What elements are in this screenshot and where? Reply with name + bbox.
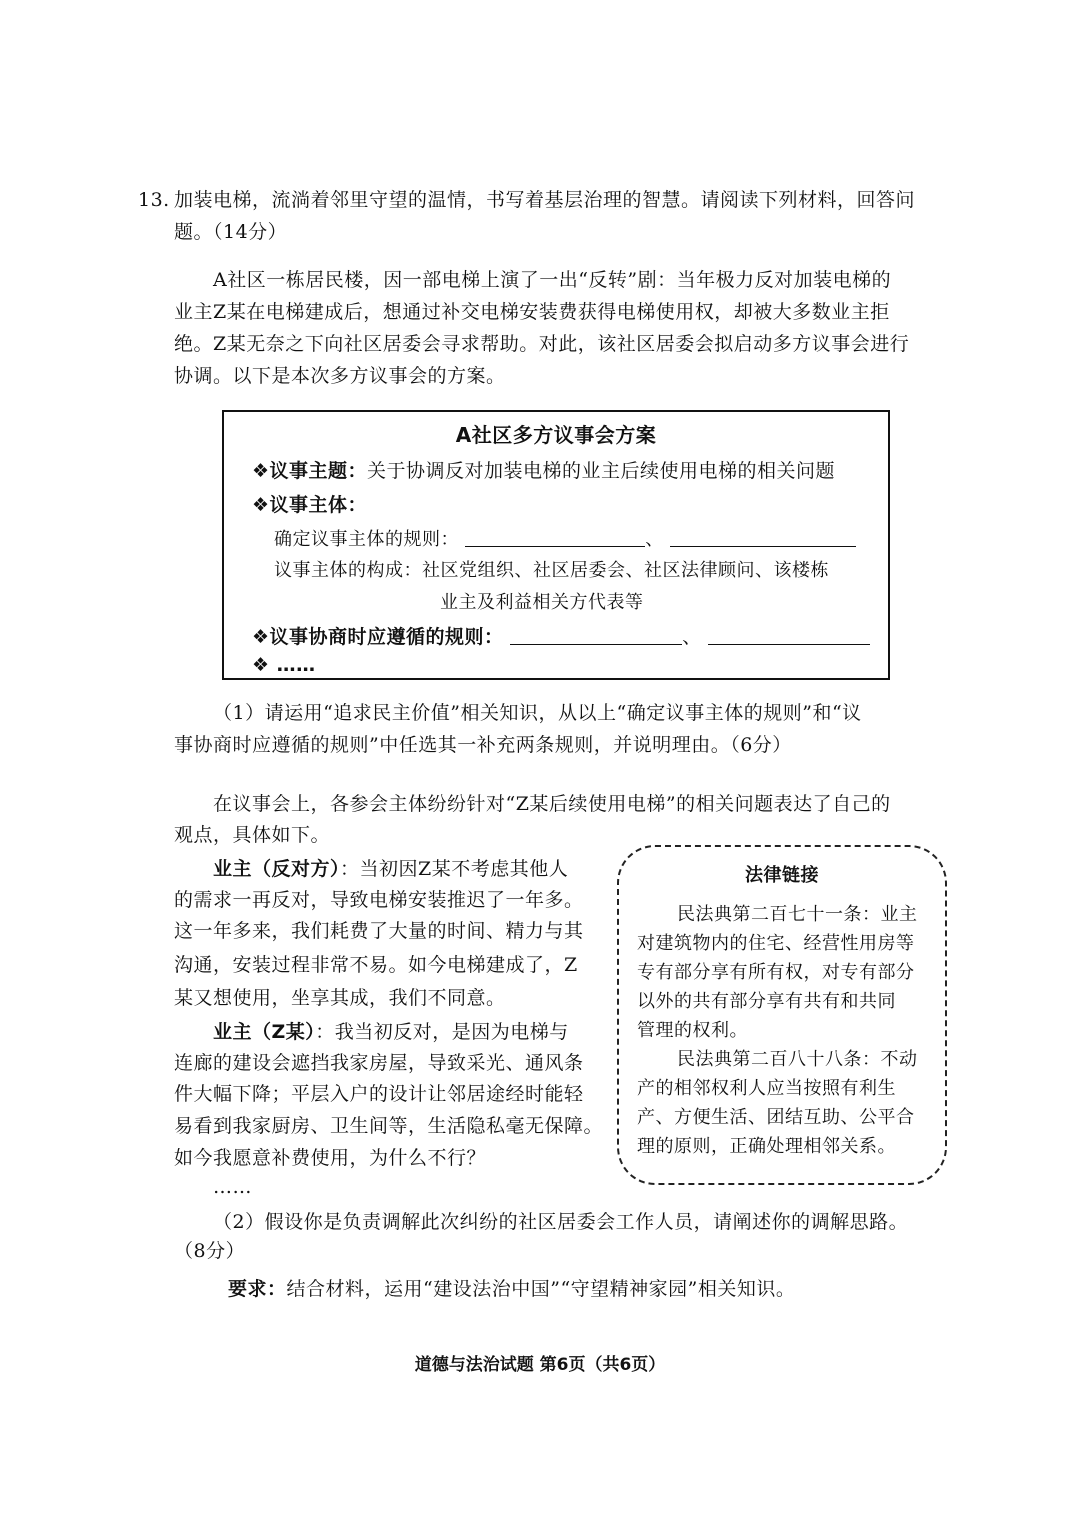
plan-subject-label: ❖议事主体：: [252, 494, 368, 516]
law-line1: 民法典第二百七十一条：业主: [677, 904, 918, 925]
material2-line1: 在议事会上，各参会主体纷纷针对“Z某后续使用电梯”的相关问题表达了自己的: [213, 793, 891, 815]
question-intro-line2: 题。（14分）: [174, 221, 288, 243]
opinion-opposer-label: 业主（反对方）: [213, 858, 341, 880]
opinion-more: ……: [213, 1176, 252, 1198]
plan-composition-label: 议事主体的构成：: [274, 560, 422, 581]
opinion-z-line5: 如今我愿意补费使用，为什么不行？: [174, 1147, 487, 1169]
page-footer: 道德与法治试题 第6页（共6页）: [414, 1355, 666, 1375]
law-line5: 管理的权利。: [637, 1020, 748, 1041]
subq2-req-label: 要求：: [228, 1278, 287, 1300]
plan-rule-label: 确定议事主体的规则：: [274, 529, 459, 550]
material1-line1: A社区一栋居民楼，因一部电梯上演了一出“反转”剧：当年极力反对加装电梯的: [213, 269, 892, 291]
plan-composition-text1: 社区党组织、社区居委会、社区法律顾问、该楼栋: [422, 560, 829, 581]
rule-blank-2[interactable]: [670, 526, 856, 547]
material1-line4: 协调。以下是本次多方议事会的方案。: [174, 365, 506, 387]
question-number: 13.: [138, 189, 170, 211]
plan-more: ❖ ……: [252, 654, 316, 676]
subq2-line2: （8分）: [174, 1240, 246, 1262]
opinion-opposer-line2: 的需求一再反对，导致电梯安装推迟了一年多。: [174, 889, 584, 911]
rule-blank-1[interactable]: [465, 526, 645, 547]
plan-rule-row: [274, 526, 856, 553]
subq2-requirement: [228, 1276, 795, 1302]
law-line7: 产的相邻权利人应当按照有利生: [637, 1078, 896, 1099]
plan-title: A社区多方议事会方案: [455, 423, 657, 447]
plan-composition-text2: 业主及利益相关方代表等: [440, 592, 644, 613]
negotiation-blank-1[interactable]: [510, 624, 682, 645]
plan-topic: [252, 458, 835, 484]
opinion-z-label: 业主（Z某）: [213, 1021, 316, 1043]
law-line6: 民法典第二百八十八条：不动: [677, 1049, 918, 1070]
question-intro-line1: 加装电梯，流淌着邻里守望的温情，书写着基层治理的智慧。请阅读下列材料，回答问: [174, 189, 916, 211]
law-line8: 产、方便生活、团结互助、公平合: [637, 1107, 915, 1128]
plan-topic-label: ❖议事主题：: [252, 460, 368, 482]
law-line3: 专有部分享有所有权，对专有部分: [637, 962, 915, 983]
law-line2: 对建筑物内的住宅、经营性用房等: [637, 933, 915, 954]
opinion-z-line3: 件大幅下降；平层入户的设计让邻居途经时能轻: [174, 1083, 584, 1105]
opinion-z: [213, 1019, 569, 1045]
plan-topic-text: 关于协调反对加装电梯的业主后续使用电梯的相关问题: [367, 460, 836, 482]
opinion-z-line2: 连廊的建设会遮挡我家房屋，导致采光、通风条: [174, 1052, 584, 1074]
rule-separator: 、: [645, 529, 664, 550]
subq1-line1: （1）请运用“追求民主价值”相关知识，从以上“确定议事主体的规则”和“议: [213, 702, 862, 724]
opinion-z-line4: 易看到我家厨房、卫生间等，生活隐私毫无保障。: [174, 1115, 604, 1137]
law-link-box: [617, 845, 947, 1185]
opinion-z-line1: ：我当初反对，是因为电梯与: [315, 1021, 569, 1043]
opinion-opposer-line3: 这一年多来，我们耗费了大量的时间、精力与其: [174, 920, 584, 942]
material1-line3: 绝。Z某无奈之下向社区居委会寻求帮助。对此，该社区居委会拟启动多方议事会进行: [174, 333, 910, 355]
law-line4: 以外的共有部分享有共有和共同: [637, 991, 896, 1012]
subq2-req-text: 结合材料，运用“建设法治中国”“守望精神家园”相关知识。: [286, 1278, 796, 1300]
negotiation-blank-2[interactable]: [708, 624, 870, 645]
subq2-line1: （2）假设你是负责调解此次纠纷的社区居委会工作人员，请阐述你的调解思路。: [213, 1211, 909, 1233]
material2-line2: 观点，具体如下。: [174, 824, 331, 846]
plan-box: [222, 410, 890, 680]
law-title: 法律链接: [745, 865, 819, 886]
opinion-opposer-line1: ：当初因Z某不考虑其他人: [340, 858, 569, 880]
plan-negotiation-label: ❖议事协商时应遵循的规则：: [252, 626, 504, 648]
material1-line2: 业主Z某在电梯建成后，想通过补交电梯安装费获得电梯使用权，却被大多数业主拒: [174, 301, 890, 323]
law-line9: 理的原则，正确处理相邻关系。: [637, 1136, 896, 1157]
plan-negotiation-row: [252, 624, 870, 650]
negotiation-separator: 、: [682, 626, 702, 648]
opinion-opposer: [213, 856, 568, 882]
opinion-opposer-line4: 沟通，安装过程非常不易。如今电梯建成了，Z: [174, 954, 578, 976]
plan-composition-row: [274, 558, 829, 584]
subq1-line2: 事协商时应遵循的规则”中任选其一补充两条规则，并说明理由。（6分）: [174, 734, 792, 756]
opinion-opposer-line5: 某又想使用，坐享其成，我们不同意。: [174, 987, 506, 1009]
